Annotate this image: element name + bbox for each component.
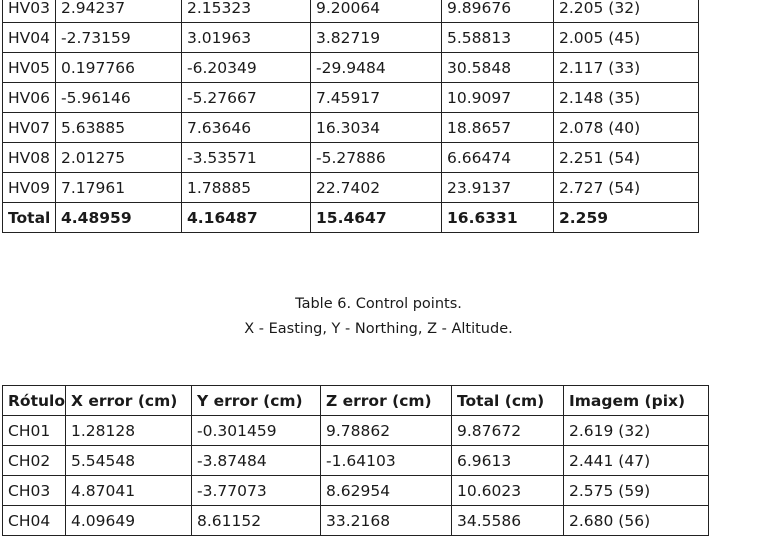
table-cell: 2.005 (45) [554,23,699,53]
table-cell: -1.64103 [321,446,452,476]
control-points-table-body [3,0,699,233]
column-header: Rótulo [3,386,66,416]
control-points-table [2,0,699,233]
table-cell: 2.205 (32) [554,0,699,23]
table-cell: Total [3,203,56,233]
table-cell: 2.441 (47) [564,446,709,476]
table-cell: 6.9613 [452,446,564,476]
table-cell: 2.619 (32) [564,416,709,446]
check-points-table-header [3,386,709,416]
table-cell: 8.61152 [192,506,321,536]
table-cell: HV06 [3,83,56,113]
table-cell: 7.63646 [182,113,311,143]
table-row [3,416,709,446]
table-cell: HV07 [3,113,56,143]
table-cell: 23.9137 [442,173,554,203]
table-cell: 5.63885 [56,113,182,143]
table-cell: HV03 [3,0,56,23]
table-cell: 10.6023 [452,476,564,506]
table-row [3,53,699,83]
table-cell: 9.20064 [311,0,442,23]
table-row [3,506,709,536]
table-cell: CH03 [3,476,66,506]
table-row [3,83,699,113]
table-cell: -5.96146 [56,83,182,113]
table-cell: 2.117 (33) [554,53,699,83]
table-cell: CH01 [3,416,66,446]
check-points-table-body [3,416,709,536]
table-row [3,143,699,173]
table-cell: -6.20349 [182,53,311,83]
table-cell: CH02 [3,446,66,476]
table-cell: 9.89676 [442,0,554,23]
table-row [3,113,699,143]
total-row [3,203,699,233]
table-cell: 2.575 (59) [564,476,709,506]
table-cell: 2.680 (56) [564,506,709,536]
table-cell: -5.27886 [311,143,442,173]
table-cell: 2.15323 [182,0,311,23]
table-cell: 16.3034 [311,113,442,143]
column-header: Imagem (pix) [564,386,709,416]
table-cell: -2.73159 [56,23,182,53]
table-cell: 0.197766 [56,53,182,83]
column-header: Y error (cm) [192,386,321,416]
table-cell: 2.251 (54) [554,143,699,173]
column-header: Z error (cm) [321,386,452,416]
table-cell: 10.9097 [442,83,554,113]
table-cell: HV08 [3,143,56,173]
table-cell: 2.078 (40) [554,113,699,143]
table-cell: 1.78885 [182,173,311,203]
table-cell: 1.28128 [66,416,192,446]
table-cell: 7.17961 [56,173,182,203]
table-cell: HV04 [3,23,56,53]
table-cell: 6.66474 [442,143,554,173]
table-cell: -3.87484 [192,446,321,476]
table-cell: 30.5848 [442,53,554,83]
table-cell: -5.27667 [182,83,311,113]
table-cell: 3.82719 [311,23,442,53]
table-cell: 2.727 (54) [554,173,699,203]
table-cell: 2.148 (35) [554,83,699,113]
table-cell: 4.87041 [66,476,192,506]
table-row [3,476,709,506]
table-cell: 2.259 [554,203,699,233]
table-cell: 34.5586 [452,506,564,536]
table-cell: -29.9484 [311,53,442,83]
table-cell: 4.48959 [56,203,182,233]
table-cell: -0.301459 [192,416,321,446]
table-cell: 15.4647 [311,203,442,233]
column-header: X error (cm) [66,386,192,416]
table-cell: 22.7402 [311,173,442,203]
table-cell: 9.87672 [452,416,564,446]
table-cell: 5.54548 [66,446,192,476]
table-cell: 4.16487 [182,203,311,233]
table-cell: CH04 [3,506,66,536]
table-caption: Table 6. Control points. [295,296,462,312]
table-caption-legend: X - Easting, Y - Northing, Z - Altitude. [244,321,513,337]
table-row [3,0,699,23]
table-row [3,446,709,476]
table-cell: HV05 [3,53,56,83]
table-cell: HV09 [3,173,56,203]
table-cell: 18.8657 [442,113,554,143]
table-cell: -3.77073 [192,476,321,506]
check-points-table [2,385,709,536]
table-cell: 3.01963 [182,23,311,53]
table-cell: 16.6331 [442,203,554,233]
table-cell: 2.01275 [56,143,182,173]
table-row [3,173,699,203]
table-cell: 7.45917 [311,83,442,113]
table-cell: 9.78862 [321,416,452,446]
table-cell: 8.62954 [321,476,452,506]
table-row [3,23,699,53]
table-cell: 5.58813 [442,23,554,53]
table-cell: 2.94237 [56,0,182,23]
table-cell: 33.2168 [321,506,452,536]
table-cell: -3.53571 [182,143,311,173]
table-cell: 4.09649 [66,506,192,536]
column-header: Total (cm) [452,386,564,416]
